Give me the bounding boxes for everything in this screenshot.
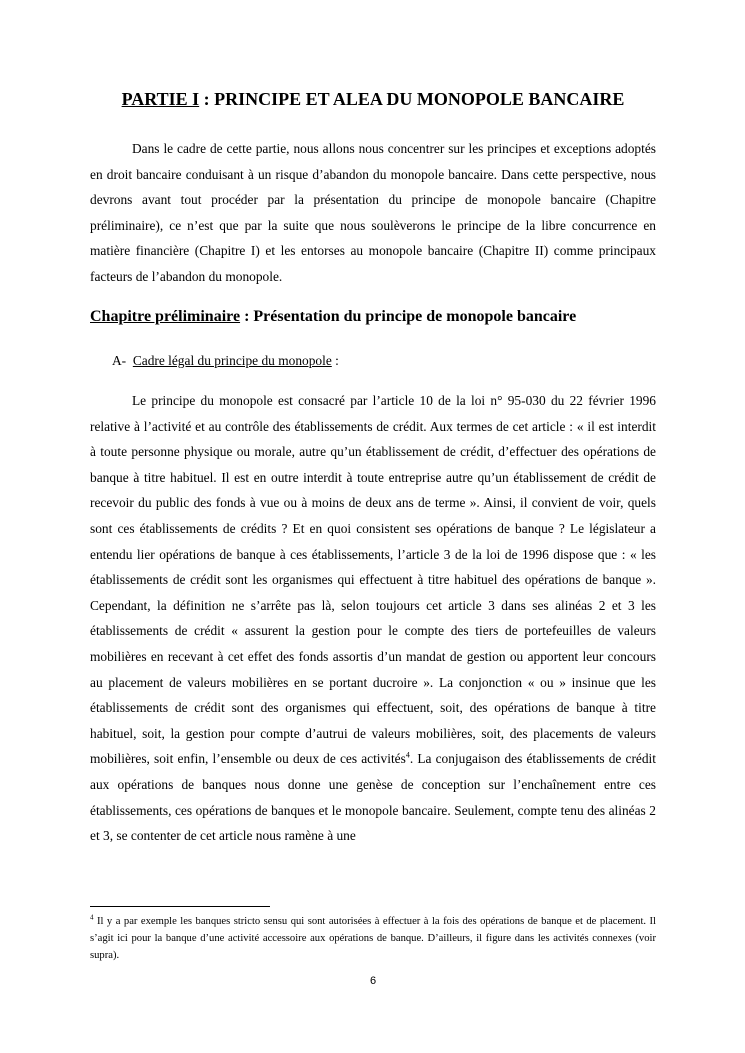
intro-text: Dans le cadre de cette partie, nous allons nous concentrer sur les principes et exceptions adoptés en droit bancaire conduisant à un risque d’abandon du monopole bancaire. Dans cette perspective, nous devrons avant tout procéder par la présentation du principe de monopole bancaire (Chapitre préliminaire), ce n’est que par la suite que nous soulèverons le principe de la libre concurrence en matière financière (Chapitre I) et les entorses au monopole bancaire (Chapitre II) comme principaux facteurs de l’abandon du monopole. — [90, 141, 656, 284]
chapter-title — [90, 308, 576, 326]
chapter-title-text: : Présentation du principe de monopole bancaire — [240, 308, 577, 325]
footnote-reference: 4 — [405, 750, 410, 760]
footnote-text: Il y a par exemple les banques stricto sensu qui sont autorisées à effectuer à la fois des opérations de banque et de placement. Il s’agit ici pour la banque d’une activité accessoire aux opérations de banque. D’ailleurs, il figure dans les activités connexes (voir supra). — [90, 916, 656, 961]
body-text-part2: . La conjugaison des établissements de crédit aux opérations de banques nous donne une genèse de conception sur l’enchaînement entre ces établissements, ces opérations de banques et le monopole bancaire. Seulement, compte tenu des alinéas 2 et 3, se contenter de cet article nous ramène à une — [90, 751, 656, 844]
part-label: PARTIE I — [121, 89, 200, 109]
chapter-label: Chapitre préliminaire — [90, 308, 241, 325]
part-title-text: : PRINCIPE ET ALEA DU MONOPOLE BANCAIRE — [199, 89, 625, 109]
part-title — [90, 89, 656, 110]
body-paragraph — [90, 388, 656, 849]
section-heading — [112, 353, 339, 369]
section-suffix: : — [331, 353, 339, 368]
page-number: 6 — [369, 975, 377, 987]
body-text-part1: Le principe du monopole est consacré par l’article 10 de la loi n° 95-030 du 22 février 1996 relative à l’activité et au contrôle des établissements de crédit. Aux termes de cet article : « il est interdit à toute personne physique ou morale, autre qu’un établissement de crédit, d’effectuer des opérations de banque à titre habituel. Il est en outre interdit à toute entreprise autre qu’un établissement de crédit de recevoir du public des fonds à vue ou à moins de deux ans de terme ». Ainsi, il convient de voir, quels sont ces établissements de crédits ? Et en quoi consistent ses opérations de banque ? Le législateur a entendu lier opérations de banque à ces établissements, l’article 3 de la loi de 1996 dispose que : « les établissements de crédit sont les organismes qui effectuent à titre habituel des opérations de banque ». Cependant, la définition ne s’arrête pas là, selon toujours cet article 3 dans ses alinéas 2 et 3 les établissements de crédit « assurent la gestion pour le compte des tiers de portefeuilles de valeurs mobilières en recevant à cet effet des fonds assortis d’un mandat de gestion ou apportent leur concours au placement de valeurs mobilières en se portant ducroire ». La conjonction « ou » insinue que les établissements de crédit sont des organismes qui effectuent, soit, des opérations de banque à titre habituel, soit, la gestion pour compte d’autrui de valeurs mobilières, soit, des placements de valeurs mobilières, soit enfin, l’ensemble ou deux de ces activités — [90, 393, 656, 767]
intro-paragraph — [90, 136, 656, 290]
footnote-separator — [90, 906, 270, 907]
section-label: Cadre légal du principe du monopole — [132, 353, 332, 368]
footnote — [90, 913, 656, 964]
footnote-number: 4 — [90, 913, 94, 922]
section-prefix: A- — [112, 353, 133, 368]
